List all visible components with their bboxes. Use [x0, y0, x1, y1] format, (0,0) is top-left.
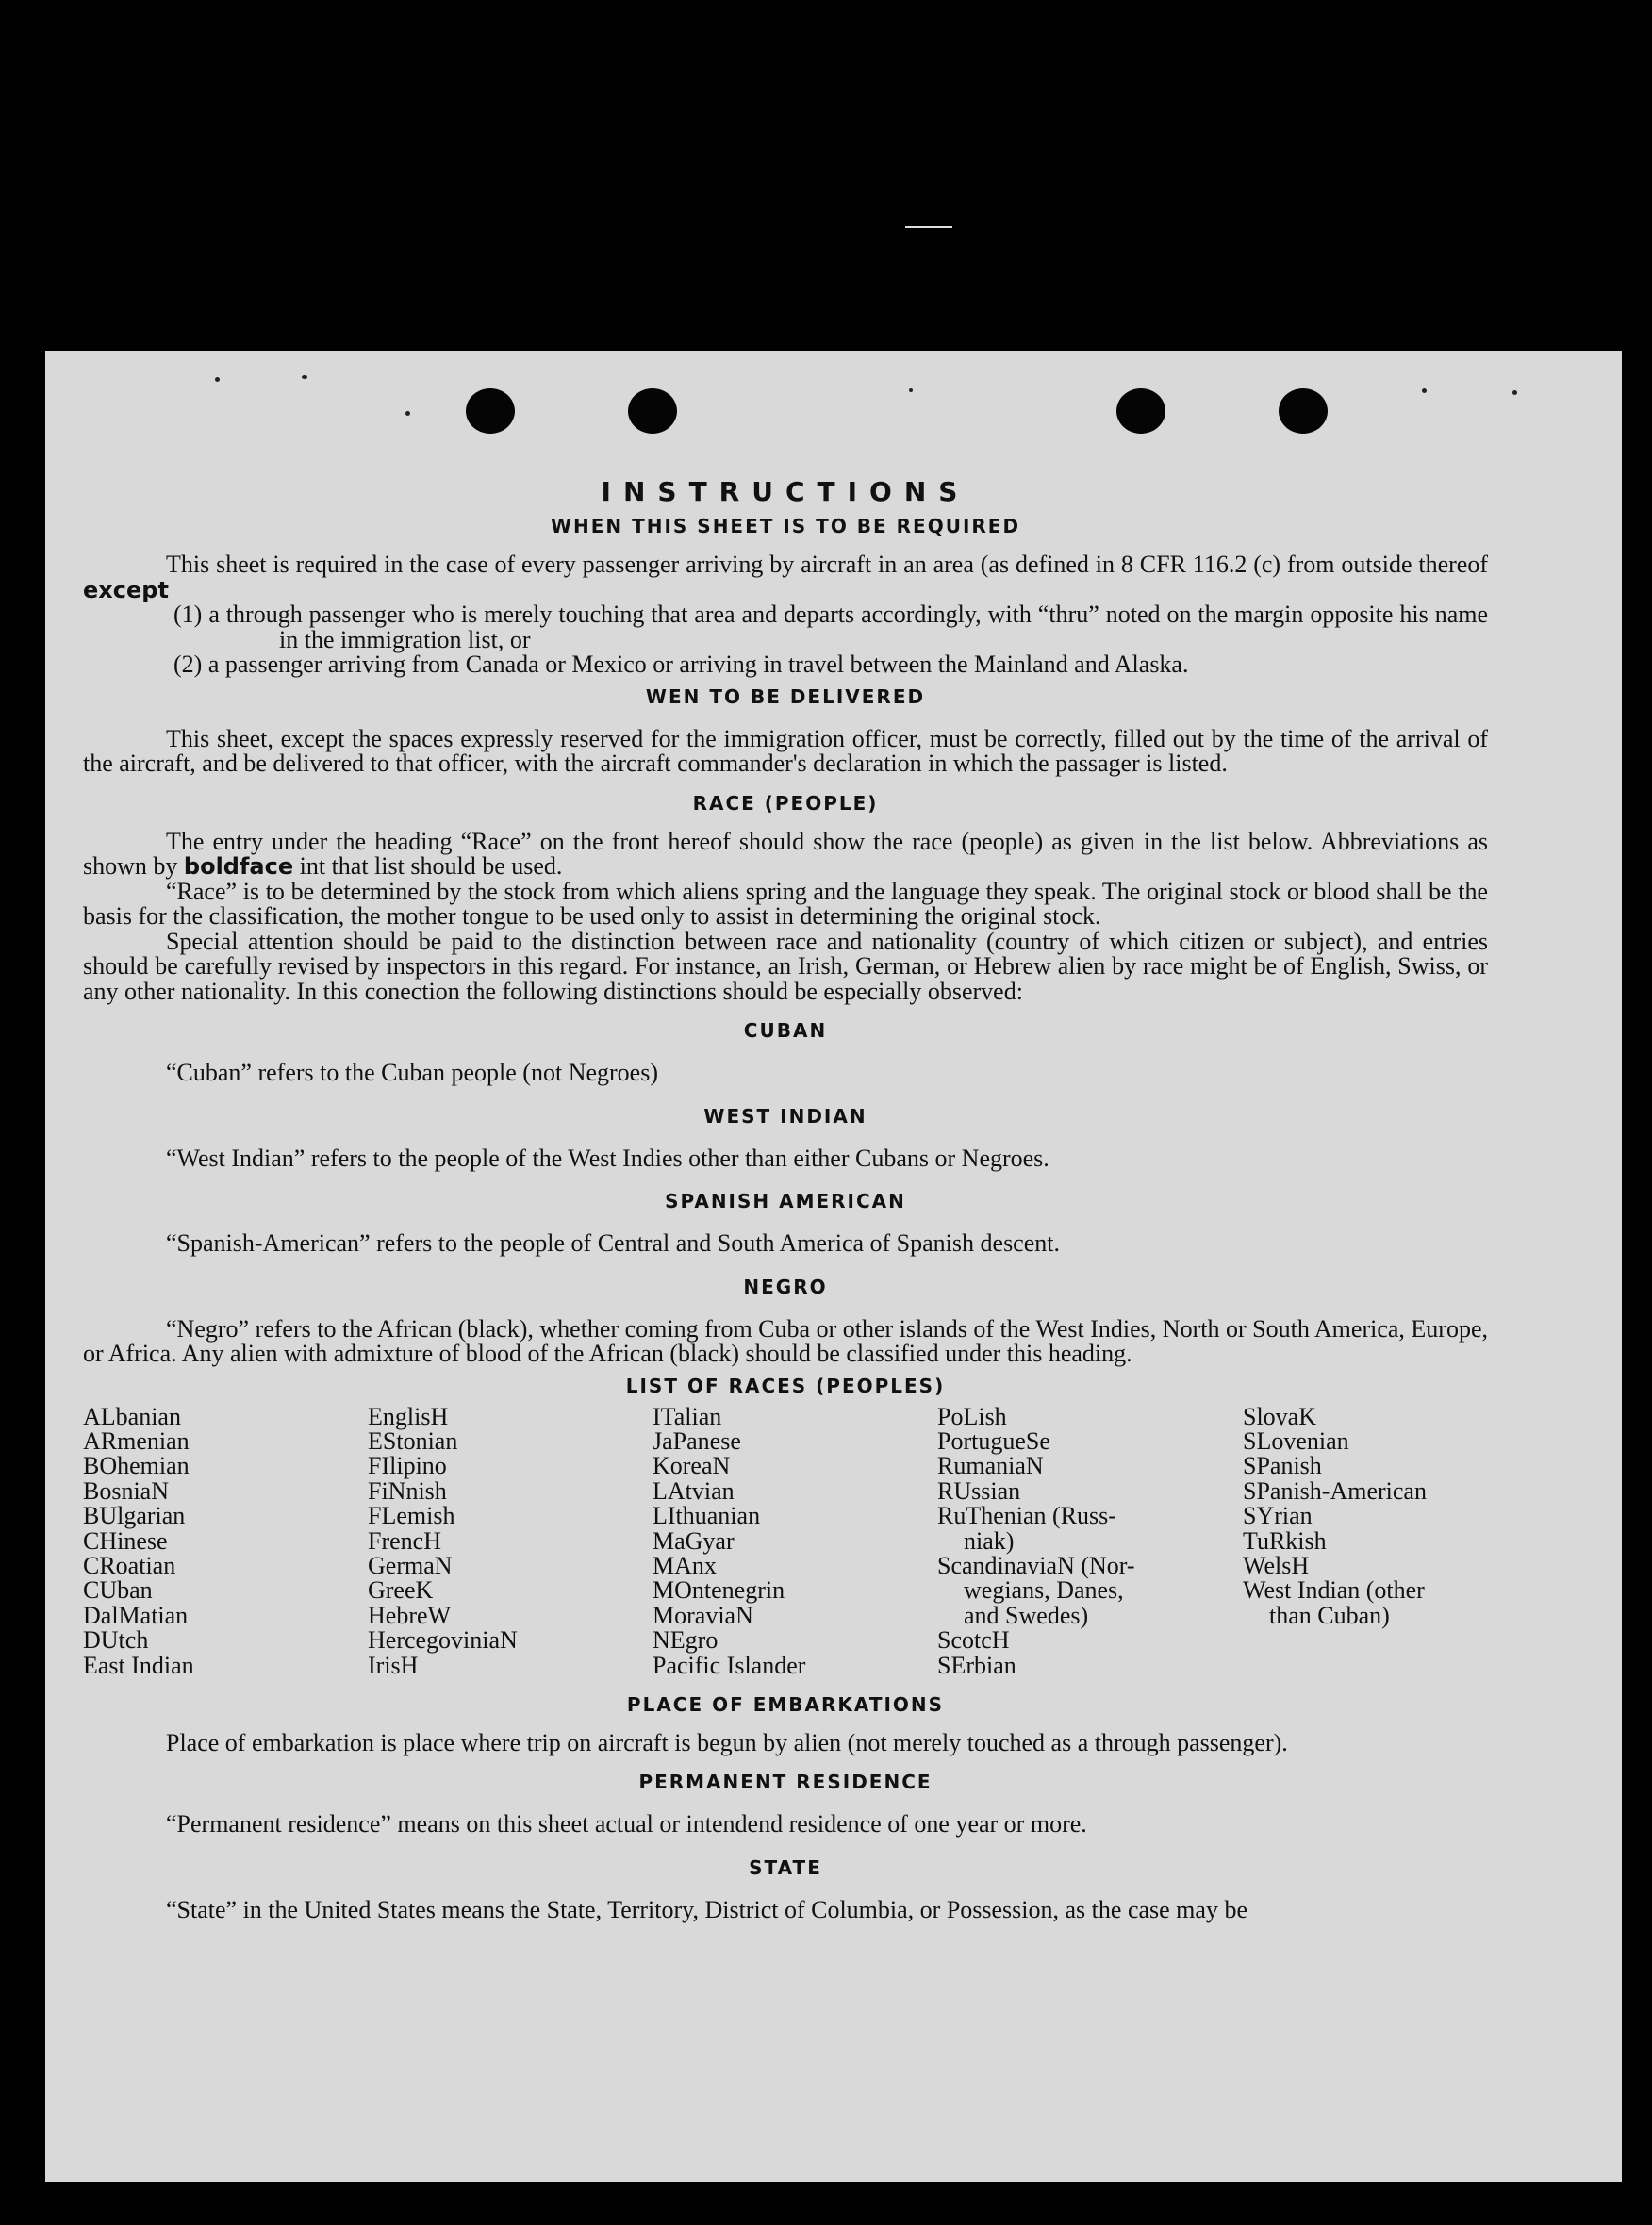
instructions-content — [83, 476, 1489, 1923]
race-entry: SErbian — [937, 1651, 1016, 1679]
race-entry: GermaN — [368, 1551, 453, 1579]
race-entry: CHinese — [83, 1526, 168, 1555]
race-entry: ScotcH — [937, 1626, 1010, 1655]
race-entry: PoLish — [937, 1402, 1007, 1430]
race-entry: LIthuanian — [653, 1502, 761, 1530]
race-entry: KoreaN — [653, 1452, 731, 1480]
state-text: “State” in the United States means the State, Territory, District of Columbia, or Possession, as the case may be — [166, 1895, 1247, 1923]
section-heading-cuban: CUBAN — [743, 1019, 828, 1042]
race-entry: FiNnish — [368, 1476, 447, 1505]
race-entry: HebreW — [368, 1601, 452, 1629]
scan-speck — [302, 375, 307, 379]
delivered-text: This sheet, except the spaces expressly reserved for the immigration officer, must be correctly, filled out by the time of the arrival of the aircraft, and be delivered to that officer, with the aircraft commander's declaration in which the passager is listed. — [83, 724, 1488, 777]
race-column — [83, 1402, 368, 1679]
punch-hole — [1116, 388, 1165, 434]
race-entry: GreeK — [368, 1576, 434, 1605]
section-heading-delivered: WEN TO BE DELIVERED — [645, 684, 926, 708]
section-heading-state: STATE — [749, 1855, 822, 1879]
punch-hole — [628, 388, 677, 434]
scan-speck — [1512, 390, 1517, 395]
race-paragraph-1 — [83, 827, 1488, 880]
race-paragraph-2: “Race” is to be determined by the stock from which aliens spring and the language they speak. The original stock or blood shall be the basis for the classification, the mother tongue to be used only to assist in determining the original stock. — [83, 877, 1488, 930]
required-intro — [83, 552, 1488, 602]
scan-speck — [909, 388, 913, 392]
race-entry: MOntenegrin — [653, 1576, 785, 1605]
race-entry: EnglisH — [368, 1402, 449, 1430]
race-list — [83, 1402, 1488, 1679]
race-entry: CRoatian — [83, 1551, 176, 1579]
section-heading-embarkation: PLACE OF EMBARKATIONS — [626, 1692, 945, 1716]
section-heading-west-indian: WEST INDIAN — [703, 1104, 867, 1128]
page-title: INSTRUCTIONS — [601, 476, 970, 507]
race-entry: than Cuban) — [1269, 1601, 1390, 1629]
punch-hole — [466, 388, 515, 434]
race-entry: WelsH — [1243, 1551, 1310, 1579]
race-entry: RUssian — [937, 1476, 1021, 1505]
scan-speck — [215, 377, 220, 382]
race-entry: DUtch — [83, 1626, 149, 1655]
section-heading-required: WHEN THIS SHEET IS TO BE REQUIRED — [550, 515, 1021, 537]
residence-text: “Permanent residence” means on this sheet actual or intendend residence of one year or more. — [166, 1810, 1087, 1838]
item-text: a passenger arriving from Canada or Mexico or arriving in travel between the Mainland and Alaska. — [207, 651, 1189, 678]
race-column — [368, 1402, 653, 1679]
embarkation-text: Place of embarkation is place where trip on aircraft is begun by alien (not merely touched as a through passenger). — [166, 1728, 1288, 1756]
race-entry: LAtvian — [653, 1476, 735, 1505]
race-p1-after: int that list should be used. — [293, 852, 563, 880]
item-text: a through passenger who is merely touching that area and departs accordingly, with “thru” noted on the margin opposite his name in the immigration list, or — [208, 601, 1489, 653]
race-entry: ALbanian — [83, 1402, 181, 1430]
race-entry: DalMatian — [83, 1601, 189, 1629]
race-entry: wegians, Danes, — [964, 1576, 1124, 1605]
race-entry: West Indian (other — [1243, 1576, 1425, 1605]
required-item-2 — [83, 652, 1488, 678]
race-entry: RuThenian (Russ- — [937, 1502, 1116, 1530]
negro-text: “Negro” refers to the African (black), whether coming from Cuba or other islands of the West Indies, North or South America, Europe, or Africa. Any alien with admixture of blood of the African (black) should be classified under this heading. — [83, 1314, 1488, 1367]
race-entry: and Swedes) — [964, 1601, 1089, 1629]
race-entry: EStonian — [368, 1426, 458, 1455]
race-entry: MoraviaN — [653, 1601, 753, 1629]
scan-speck — [405, 411, 410, 416]
race-entry: BOhemian — [83, 1452, 190, 1480]
race-entry: niak) — [964, 1526, 1015, 1555]
race-entry: SPanish — [1243, 1452, 1322, 1480]
race-entry: SLovenian — [1243, 1426, 1349, 1455]
required-intro-bold: except — [83, 576, 169, 603]
race-entry: SYrian — [1243, 1502, 1313, 1530]
race-column — [653, 1402, 937, 1679]
cuban-text: “Cuban” refers to the Cuban people (not Negroes) — [166, 1059, 658, 1086]
section-heading-race-list: LIST OF RACES (PEOPLES) — [625, 1374, 946, 1397]
punch-hole — [1279, 388, 1328, 434]
race-entry: IrisH — [368, 1651, 419, 1679]
section-heading-race: RACE (PEOPLE) — [692, 791, 879, 815]
document-sheet — [45, 351, 1622, 2182]
race-entry: ScandinaviaN (Nor- — [937, 1551, 1135, 1579]
race-entry: Pacific Islander — [653, 1651, 806, 1679]
west-indian-text: “West Indian” refers to the people of the West Indies other than either Cubans or Negroes. — [166, 1144, 1049, 1172]
race-entry: MAnx — [653, 1551, 717, 1579]
race-entry: HercegoviniaN — [368, 1626, 518, 1655]
item-number: (1) — [173, 601, 203, 628]
race-entry: JaPanese — [653, 1426, 741, 1455]
item-number: (2) — [173, 651, 203, 678]
race-entry: East Indian — [83, 1651, 194, 1679]
race-p1-text: The entry under the heading “Race” on the front hereof should show the race (people) as given in the list below. Abbreviations as shown by — [83, 827, 1488, 880]
race-entry: FIlipino — [368, 1452, 447, 1480]
race-paragraph-3: Special attention should be paid to the distinction between race and nationality (country of which citizen or subject), and entries should be carefully revised by inspectors in this regard. For instance, an Irish, German, or Hebrew alien by race might be of English, Swiss, or any other nationality. In this conection the following distinctions should be especially observed: — [83, 927, 1488, 1005]
section-heading-residence: PERMANENT RESIDENCE — [638, 1771, 933, 1794]
required-intro-text: This sheet is required in the case of every passenger arriving by aircraft in an area (as defined in 8 CFR 116.2 (c) from outside thereof — [166, 551, 1488, 578]
section-heading-negro: NEGRO — [743, 1275, 828, 1298]
race-entry: NEgro — [653, 1626, 719, 1655]
race-entry: FrencH — [368, 1526, 441, 1555]
race-entry: BosniaN — [83, 1476, 169, 1505]
race-column — [1243, 1402, 1488, 1678]
race-entry: PortugueSe — [937, 1426, 1050, 1455]
race-entry: SPanish-American — [1243, 1476, 1427, 1505]
spanish-american-text: “Spanish-American” refers to the people of Central and South America of Spanish descent. — [166, 1229, 1060, 1257]
race-p1-bold: boldface — [183, 853, 294, 880]
race-entry: RumaniaN — [937, 1452, 1044, 1480]
race-entry: CUban — [83, 1576, 153, 1605]
section-heading-spanish-american: SPANISH AMERICAN — [665, 1190, 906, 1212]
scan-mark — [905, 226, 952, 228]
race-entry: BUlgarian — [83, 1502, 186, 1530]
race-entry: TuRkish — [1243, 1526, 1327, 1555]
race-entry: MaGyar — [653, 1526, 735, 1555]
scan-speck — [1422, 388, 1427, 393]
race-entry: ARmenian — [83, 1426, 190, 1455]
race-column — [937, 1402, 1243, 1679]
race-entry: FLemish — [368, 1502, 455, 1530]
race-entry: ITalian — [653, 1402, 722, 1430]
race-entry: SlovaK — [1243, 1402, 1316, 1430]
required-item-1 — [83, 602, 1488, 652]
